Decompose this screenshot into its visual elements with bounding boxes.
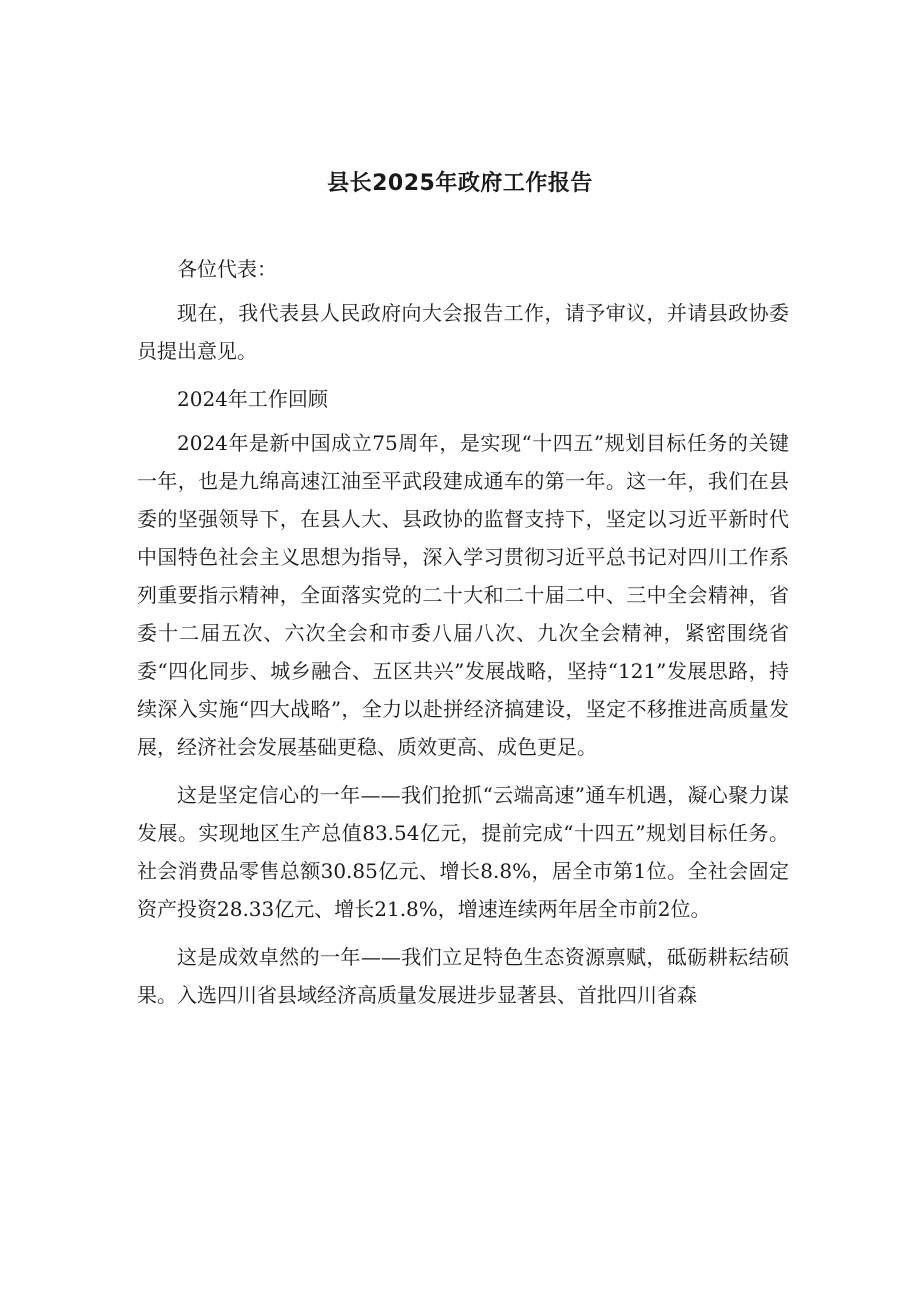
document-title: 县长2025年政府工作报告 xyxy=(327,171,593,196)
intro-paragraph: 现在，我代表县人民政府向大会报告工作，请予审议，并请县政协委员提出意见。 xyxy=(137,301,789,363)
document-body xyxy=(137,250,789,1024)
section-heading: 2024年工作回顾 xyxy=(177,387,328,411)
body-paragraph-1: 2024年是新中国成立75周年，是实现“十四五”规划目标任务的关键一年，也是九绵高速江油至平武段建成通车的第一年。这一年，我们在县委的坚强领导下，在县人大、县政协的监督支持下，坚定以习近平新时代中国特色社会主义思想为指导，深入学习贯彻习近平总书记对四川工作系列重要指示精神，全面落实党的二十大和二十届二中、三中全会精神，省委十二届五次、六次全会和市委八届八次、九次全会精神，紧密围绕省委“四化同步、城乡融合、五区共兴”发展战略，坚持“121”发展思路，持续深入实施“四大战略”，全力以赴拼经济搞建设，坚定不移推进高质量发展，经济社会发展基础更稳、质效更高、成色更足。 xyxy=(137,431,789,759)
body-paragraph-2: 这是坚定信心的一年——我们抢抓“云端高速”通车机遇，凝心聚力谋发展。实现地区生产总值83.54亿元，提前完成“十四五”规划目标任务。社会消费品零售总额30.85亿元、增长8.8%，居全市第1位。全社会固定资产投资28.33亿元、增长21.8%，增速连续两年居全市前2位。 xyxy=(137,783,789,921)
salutation: 各位代表： xyxy=(177,257,277,281)
body-paragraph-3: 这是成效卓然的一年——我们立足特色生态资源禀赋，砥砺耕耘结硕果。入选四川省县域经济高质量发展进步显著县、首批四川省森 xyxy=(137,945,789,1007)
